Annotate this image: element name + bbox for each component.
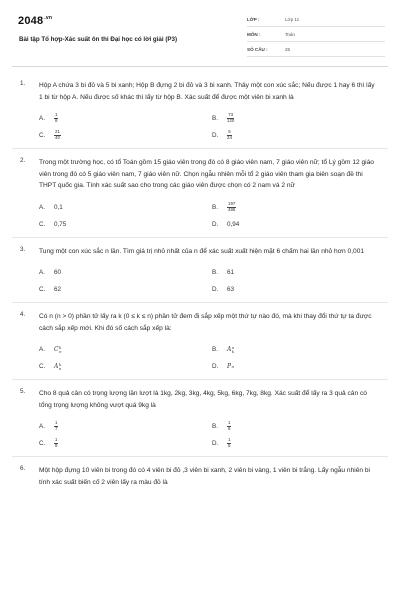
answer-label: D. (212, 286, 219, 293)
superscript: n (231, 344, 235, 350)
math-letter: A (227, 346, 232, 353)
fraction (227, 438, 231, 448)
answer-grid (39, 202, 400, 230)
fraction-numerator: 21 (55, 129, 60, 135)
answer-option[interactable] (212, 202, 385, 213)
answer-label: B. (212, 423, 218, 430)
answer-option[interactable] (39, 361, 212, 372)
answer-label: C. (39, 220, 46, 228)
question-number: 5. (20, 388, 26, 395)
answer-option[interactable] (212, 438, 385, 449)
brand-suffix: .vn (44, 15, 53, 21)
question-text: Có n (n > 0) phần tử lấy ra k (0 ≤ k ≤ n) phần tử đem đi sắp xếp một thứ tự nào đó, mà khi thay đổi thứ tự ta được cách sắp xếp mới. Khi đó số cách sắp xếp là: (39, 313, 372, 332)
question (0, 246, 400, 296)
answer-option[interactable] (212, 361, 385, 372)
sup-sub-stack (59, 346, 61, 354)
answer-label: C. (39, 363, 46, 370)
answer-text: 61 (227, 269, 235, 276)
answer-value (227, 219, 239, 230)
fraction-numerator: 1 (55, 420, 58, 426)
answer-option[interactable] (39, 284, 212, 295)
question-number: 6. (20, 465, 26, 472)
answer-text: 0,94 (227, 220, 240, 228)
answer-value (54, 344, 62, 355)
fraction (54, 113, 58, 123)
answer-value (54, 202, 63, 213)
meta-key: SỐ CÂU : (247, 46, 268, 52)
math-symbol (54, 344, 62, 355)
fraction-denominator: 40 (55, 135, 60, 140)
sup-sub-stack (232, 365, 234, 369)
fraction-numerator: 1 (55, 437, 58, 443)
answer-grid (39, 113, 400, 141)
answer-text: 63 (227, 286, 235, 293)
answer-option[interactable] (39, 344, 212, 355)
fraction-numerator: 1 (55, 112, 58, 118)
question-divider (12, 456, 388, 457)
fraction-denominator: 7 (55, 426, 58, 431)
fraction-numerator: 1 (228, 437, 231, 443)
answer-option[interactable] (39, 438, 212, 449)
question-list (0, 80, 400, 488)
answer-text: 0,75 (54, 220, 67, 228)
brand-name: 2048 (18, 15, 44, 27)
meta-key: MÔN : (247, 31, 261, 37)
answer-option[interactable] (212, 267, 385, 278)
fraction (227, 421, 231, 431)
fraction (54, 421, 58, 431)
answer-option[interactable] (212, 344, 385, 355)
fraction-denominator: 8 (55, 118, 58, 123)
answer-value (54, 130, 61, 140)
subscript: k (231, 348, 235, 354)
fraction-numerator: 5 (228, 129, 231, 135)
answer-value (227, 130, 232, 140)
header (0, 0, 400, 62)
answer-label: C. (39, 132, 46, 139)
answer-label: A. (39, 346, 45, 353)
question-divider (12, 379, 388, 380)
fraction-denominator: 5 (228, 443, 231, 448)
fraction-denominator: 6 (228, 426, 231, 431)
answer-grid (39, 421, 400, 449)
answer-option[interactable] (212, 219, 385, 230)
fraction-numerator: 1 (228, 420, 231, 426)
answer-value (227, 438, 231, 448)
meta-value: Toán (285, 31, 295, 37)
math-symbol (227, 361, 234, 372)
superscript: k (59, 344, 62, 350)
answer-value (54, 438, 58, 448)
answer-value (227, 113, 234, 123)
answer-label: A. (39, 203, 45, 211)
meta-row-subject (247, 27, 385, 42)
question (0, 311, 400, 372)
answer-text: 62 (54, 286, 62, 293)
answer-option[interactable] (39, 421, 212, 432)
question-divider (12, 237, 388, 238)
question-number: 3. (20, 245, 26, 253)
question-text: Cho 8 quả cân có trọng lượng lần lượt là 1kg, 2kg, 3kg, 4kg, 5kg, 6kg, 7kg, 8kg. Xác suất để lấy ra 3 quả cân có tổng trọng lượng không vượt quá 9kg là (39, 390, 367, 409)
fraction-denominator: 495 (228, 206, 236, 212)
question-text: Tung một con xúc sắc n lần. Tìm giá trị nhỏ nhất của n để xác suất xuất hiện mặt 6 chấm hai lần nhỏ hơn 0,001 (39, 247, 365, 255)
answer-option[interactable] (39, 202, 212, 213)
math-letter: C (54, 346, 59, 353)
brand-logo[interactable] (18, 15, 52, 27)
fraction-denominator: 120 (227, 118, 235, 123)
question (0, 388, 400, 449)
answer-label: D. (212, 440, 219, 447)
answer-option[interactable] (212, 284, 385, 295)
answer-option[interactable] (39, 267, 212, 278)
fraction (227, 113, 234, 123)
answer-label: B. (212, 269, 218, 276)
answer-option[interactable] (39, 219, 212, 230)
answer-value (227, 202, 236, 212)
answer-label: A. (39, 423, 45, 430)
answer-label: A. (39, 115, 45, 122)
answer-label: C. (39, 440, 46, 447)
meta-key: LỚP : (247, 16, 260, 22)
subscript: n (231, 363, 234, 369)
subscript: n (59, 348, 62, 354)
fraction (227, 202, 236, 212)
answer-value (227, 421, 231, 431)
meta-value: 25 (285, 46, 291, 52)
sup-sub-stack (232, 346, 234, 354)
question-text: Hộp A chứa 3 bi đỏ và 5 bi xanh; Hộp B đựng 2 bi đỏ và 3 bi xanh. Thảy một con xúc sắc; Nếu được 1 hay 6 thì lấy 1 bi từ hộp A. Nếu được số khác thì lấy từ hộp B. Xác suất để được một viên bi xanh là (39, 82, 375, 101)
question (0, 80, 400, 141)
answer-label: C. (39, 286, 46, 293)
document-title: Bài tập Tổ hợp-Xác suất ôn thi Đại học có lời giải (P3) (19, 36, 178, 43)
subscript: n (58, 365, 62, 371)
question-text: Trong một trường học, có tổ Toán gồm 15 giáo viên trong đó có 8 giáo viên nam, 7 giáo viên nữ; tổ Lý gồm 12 giáo viên trong đó có 5 giáo viên nam, 7 giáo viên nữ. Chọn ngẫu nhiên mỗi tổ 2 giáo viên tham gia biên soạn đề thi THPT quốc gia. Tính xác suất sao cho trong các giáo viên được chọn có 2 nam và 2 nữ (39, 159, 374, 189)
header-divider (12, 66, 388, 67)
answer-text: 0,1 (54, 203, 63, 211)
fraction (54, 438, 58, 448)
answer-label: D. (212, 220, 219, 228)
answer-text: 60 (54, 269, 62, 276)
math-symbol (54, 361, 61, 372)
fraction-numerator: 197 (228, 200, 236, 206)
answer-value (227, 267, 234, 278)
meta-value: Lớp 11 (285, 16, 300, 22)
answer-option[interactable] (39, 130, 212, 141)
superscript: k (58, 361, 62, 367)
question (0, 157, 400, 230)
answer-option[interactable] (212, 113, 385, 124)
answer-label: A. (39, 269, 45, 276)
question-number: 4. (20, 311, 26, 318)
question-text: Một hộp đựng 10 viên bi trong đó có 4 viên bi đỏ ,3 viên bi xanh, 2 viên bi vàng, 1 viên bi trắng. Lấy ngẫu nhiên bi tính xác suất biến cố 2 viên lấy ra màu đỏ là (39, 467, 371, 486)
math-symbol (227, 344, 234, 355)
fraction-numerator: 73 (228, 112, 234, 118)
answer-value (54, 284, 61, 295)
answer-value (227, 344, 234, 355)
answer-label: B. (212, 203, 218, 211)
question-number: 1. (20, 80, 26, 87)
fraction (54, 130, 61, 140)
meta-row-count (247, 42, 385, 57)
meta-table (247, 12, 385, 57)
sup-sub-stack (59, 363, 61, 371)
question-number: 2. (20, 157, 26, 164)
answer-value (54, 421, 58, 431)
math-letter: A (54, 363, 59, 370)
fraction-denominator: 8 (55, 443, 58, 448)
answer-option[interactable] (212, 130, 385, 141)
answer-label: B. (212, 346, 218, 353)
question-divider (12, 148, 388, 149)
answer-value (54, 267, 61, 278)
answer-value (54, 113, 58, 123)
answer-label: D. (212, 363, 219, 370)
answer-option[interactable] (212, 421, 385, 432)
fraction-denominator: 24 (227, 135, 232, 140)
answer-value (54, 219, 66, 230)
math-letter: P (227, 363, 232, 370)
answer-label: B. (212, 115, 218, 122)
meta-row-grade (247, 12, 385, 27)
answer-label: D. (212, 132, 219, 139)
fraction (227, 130, 232, 140)
answer-value (54, 361, 61, 372)
answer-value (227, 284, 234, 295)
answer-grid (39, 344, 400, 372)
answer-option[interactable] (39, 113, 212, 124)
answer-value (227, 361, 234, 372)
answer-grid (39, 267, 400, 295)
question (0, 465, 400, 488)
question-divider (12, 302, 388, 303)
